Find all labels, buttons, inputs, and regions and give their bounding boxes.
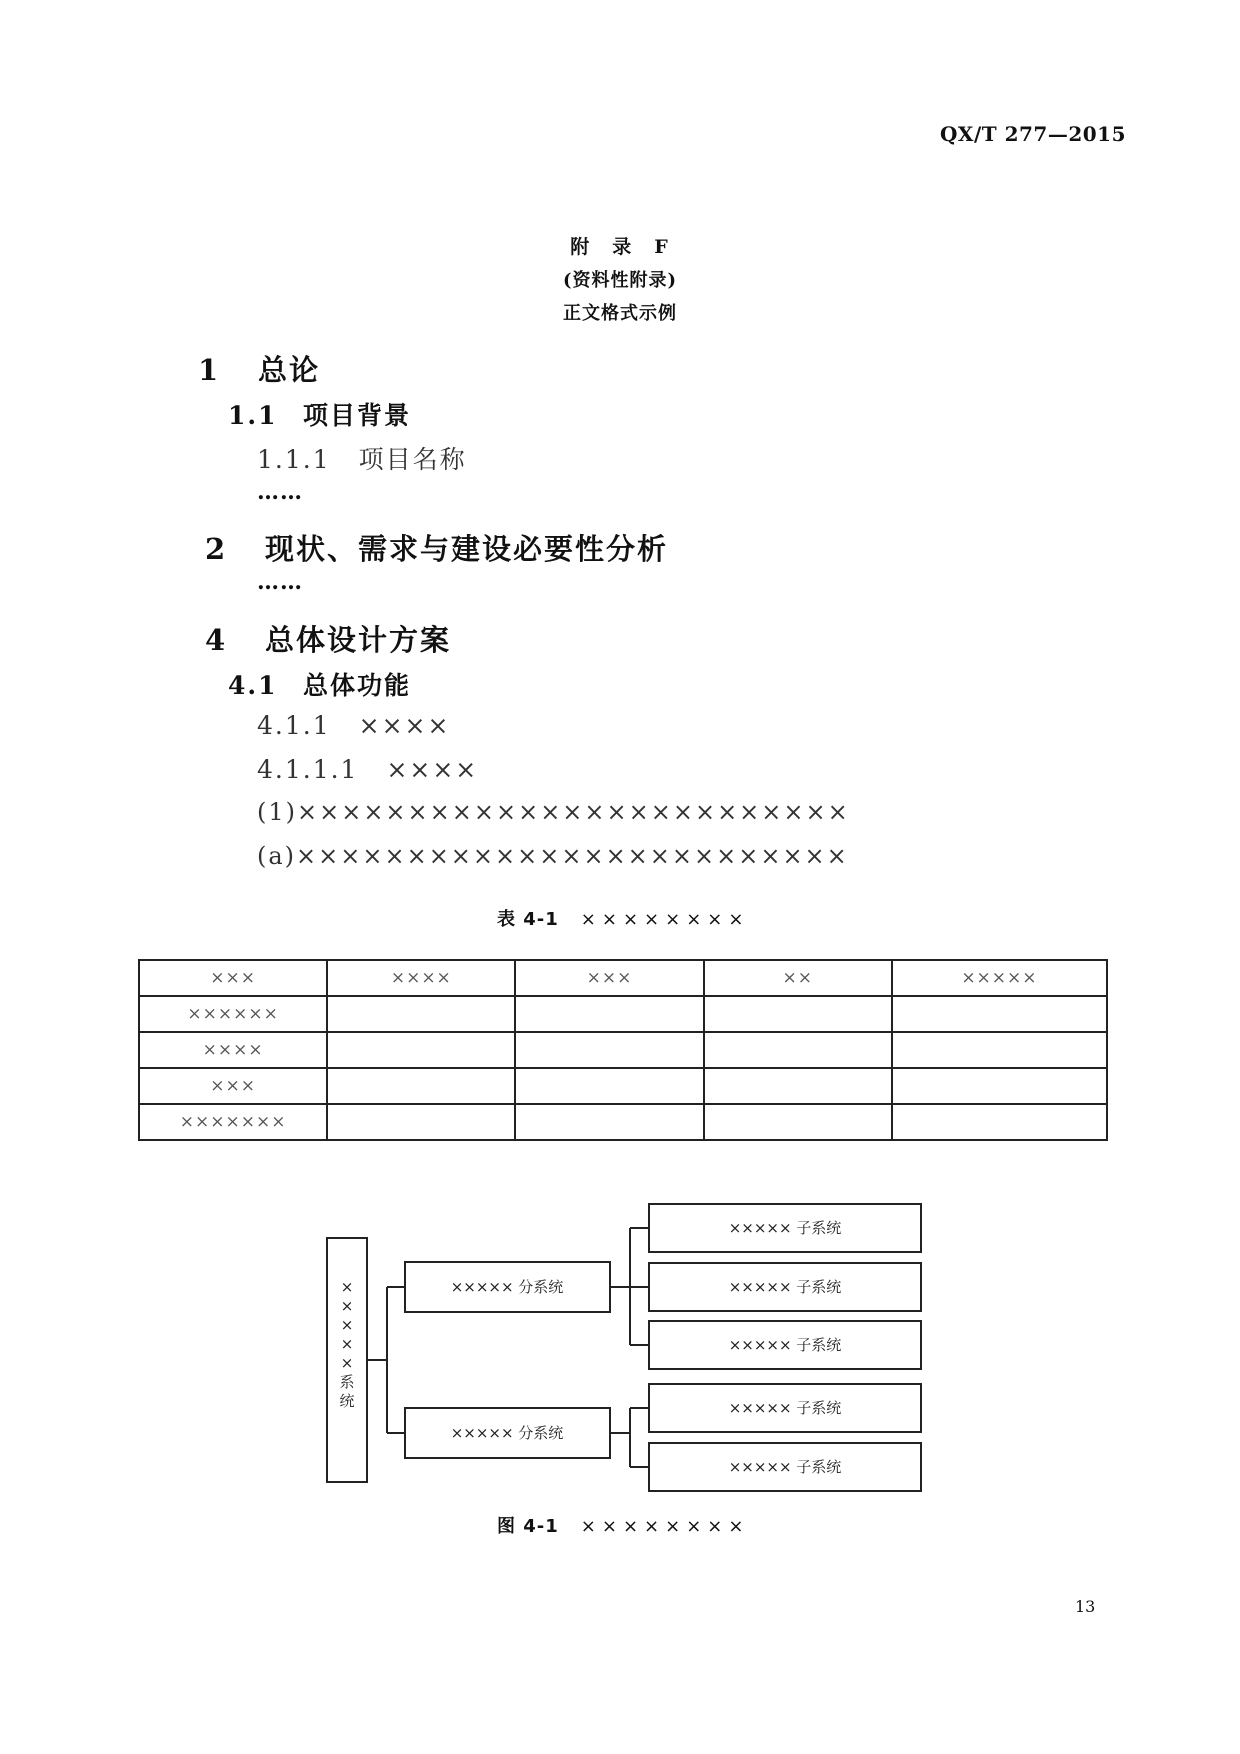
section-title: 总论 [258, 353, 321, 387]
page-number: 13 [1075, 1597, 1096, 1616]
figure-caption [497, 1512, 749, 1538]
section-title: ×××× [358, 711, 451, 740]
branch-bottom-label: ××××× 分系统 [450, 1424, 564, 1442]
table-caption-text: ×××××××× [580, 909, 750, 930]
root-label-char: × [340, 1297, 354, 1315]
leaf-label: ××××× 子系统 [728, 1219, 842, 1237]
list-item-1: (1)××××××××××××××××××××××××× [257, 798, 850, 826]
section-number: 4 [205, 623, 228, 657]
list-item-a: (a)××××××××××××××××××××××××× [257, 842, 849, 870]
table-header-cell: ××××× [892, 960, 1107, 996]
figure-caption-text: ×××××××× [580, 1516, 750, 1537]
section-title: 总体设计方案 [265, 623, 452, 657]
root-label-char: × [340, 1278, 354, 1296]
leaf-label: ××××× 子系统 [728, 1399, 842, 1417]
section-number: 4.1.1.1 [257, 755, 359, 784]
appendix-subtitle: (资料性附录) [562, 270, 678, 291]
leaf-label: ××××× 子系统 [728, 1336, 842, 1354]
appendix-name: 正文格式示例 [563, 303, 677, 324]
section-number: 4.1 [228, 671, 278, 700]
table-header-cell: ×××× [327, 960, 515, 996]
ellipsis: …… [257, 479, 303, 505]
root-label-char: × [340, 1335, 354, 1353]
standard-code: QX/T 277—2015 [940, 122, 1127, 146]
appendix-title: 附 录 F [570, 236, 670, 258]
section-number: 1.1.1 [257, 445, 331, 474]
section-title: 总体功能 [303, 671, 412, 700]
table-header-cell: ××× [139, 960, 327, 996]
branch-top-label: ××××× 分系统 [450, 1278, 564, 1296]
root-label-group [339, 1278, 354, 1410]
table-cell: ××××××× [139, 1104, 327, 1140]
table-caption-label: 表 4-1 [497, 909, 559, 930]
leaf-label: ××××× 子系统 [728, 1458, 842, 1476]
root-label-char: × [340, 1354, 354, 1372]
table-cell: ×××××× [139, 996, 327, 1032]
figure-caption-label: 图 4-1 [497, 1516, 559, 1537]
root-label-char: 系 [339, 1373, 355, 1391]
table-header-cell: ××× [515, 960, 703, 996]
root-label-char: × [340, 1316, 354, 1334]
table-cell: ××× [139, 1068, 327, 1104]
section-number: 1.1 [228, 401, 278, 430]
section-number: 4.1.1 [257, 711, 331, 740]
section-number: 2 [205, 532, 228, 566]
section-title: 项目背景 [303, 401, 412, 430]
section-title: 项目名称 [358, 445, 467, 474]
leaf-label: ××××× 子系统 [728, 1278, 842, 1296]
table-cell: ×××× [139, 1032, 327, 1068]
ellipsis: …… [257, 569, 303, 595]
section-title: ×××× [386, 755, 479, 784]
section-number: 1 [198, 353, 221, 387]
root-label-char: 统 [339, 1392, 355, 1410]
table-header-cell: ×× [704, 960, 892, 996]
section-title: 现状、需求与建设必要性分析 [265, 532, 669, 566]
